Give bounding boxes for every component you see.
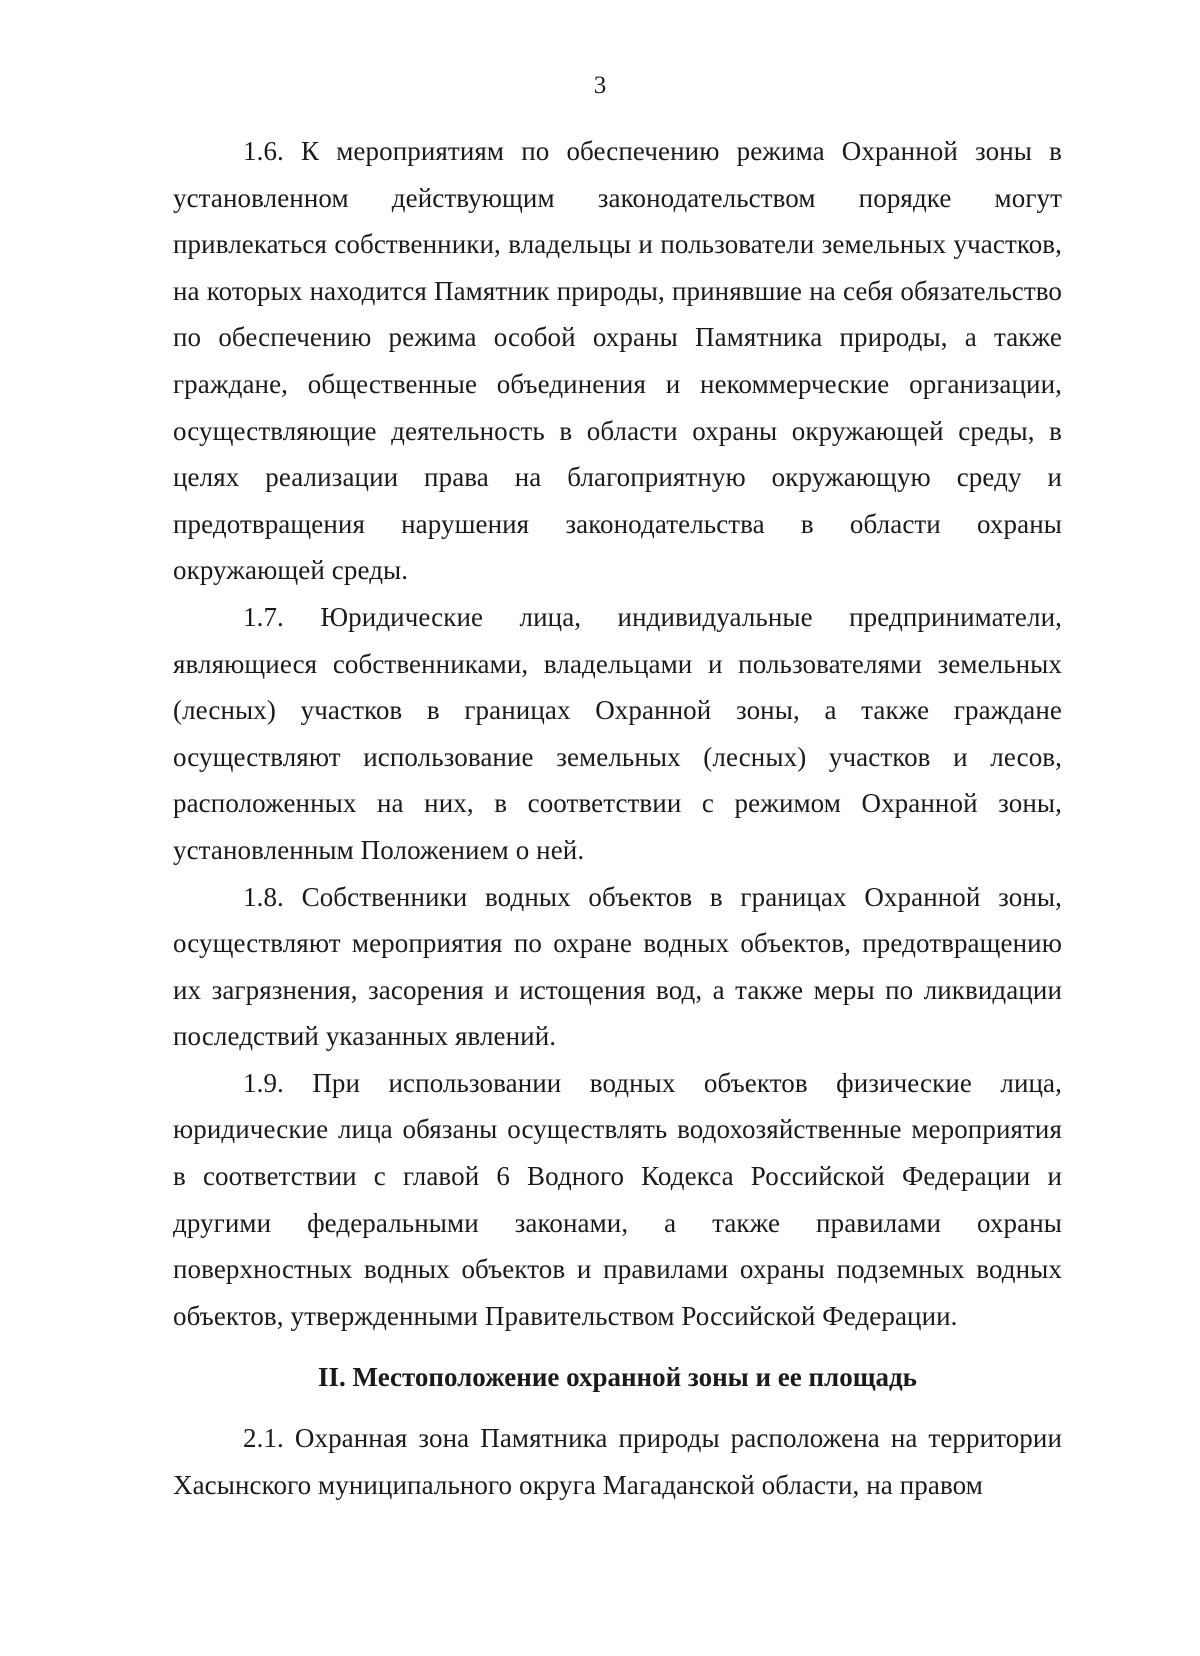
paragraph-1-7: 1.7. Юридические лица, индивидуальные предприниматели, являющиеся собственниками, владельцами и пользователями земельных (лесных) участков в границах Охранной зоны, а также граждане осуществляют использование земельных (лесных) участков и лесов, расположенных на них, в соответствии с режимом Охранной зоны, установленным Положением о ней. <box>173 601 1062 865</box>
paragraph-1-6: 1.6. К мероприятиям по обеспечению режима Охранной зоны в установленном действующим законодательством порядке могут привлекаться собственники, владельцы и пользователи земельных участков, на которых находится Памятник природы, принявшие на себя обязательство по обеспечению режима особой охраны Памятника природы, а также граждане, общественные объединения и некоммерческие организации, осуществляющие деятельность в области охраны окружающей среды, в целях реализации права на благоприятную окружающую среду и предотвращения нарушения законодательства в области охраны окружающей среды. <box>173 136 1062 586</box>
section-heading: II. Местоположение охранной зоны и ее площадь <box>318 1362 917 1393</box>
document-body <box>173 128 1062 1509</box>
paragraph-1-8: 1.8. Собственники водных объектов в границах Охранной зоны, осуществляют мероприятия по охране водных объектов, предотвращению их загрязнения, засорения и истощения вод, а также меры по ликвидации последствий указанных явлений. <box>173 881 1062 1052</box>
paragraph-1-9: 1.9. При использовании водных объектов физические лица, юридические лица обязаны осуществлять водохозяйственные мероприятия в соответствии с главой 6 Водного Кодекса Российской Федерации и другими федеральными законами, а также правилами охраны поверхностных водных объектов и правилами охраны подземных водных объектов, утвержденными Правительством Российской Федерации. <box>173 1067 1062 1331</box>
paragraph-2-1: 2.1. Охранная зона Памятника природы расположена на территории Хасынского муниципального округа Магаданской области, на правом <box>173 1423 1062 1501</box>
page-number: 3 <box>593 72 607 99</box>
